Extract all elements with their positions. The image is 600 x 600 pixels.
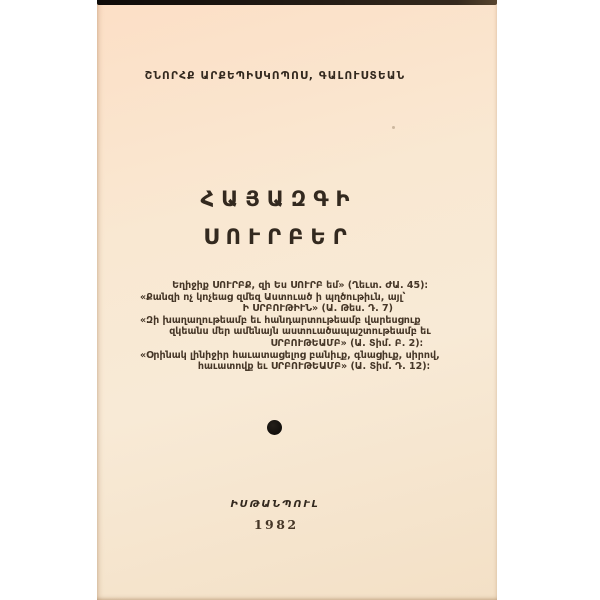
publication-year: 1982	[253, 517, 299, 532]
quote-line: «Քանզի ոչ կոչեաց զմեզ Աստուած ի պղծութիւն, այլ՝	[140, 291, 406, 303]
quote-line: Ի ՍՐԲՈՒԹԻՒՆ» (Ա. Թես. Դ. 7)	[242, 303, 393, 315]
scripture-quote-block	[140, 280, 460, 373]
publisher-city: ԻՍԹԱՆՊՈՒԼ	[230, 499, 320, 510]
book-title	[97, 180, 453, 256]
book-title-page	[97, 0, 497, 600]
punch-hole-dot	[267, 420, 282, 435]
quote-line: զկեանս մեր ամենայն աստուածապաշտութեամբ եւ	[169, 326, 431, 338]
scan-speckle	[392, 126, 395, 129]
quote-line: Եղիջիք ՍՈՒՐԲՔ, զի Ես ՍՈՒՐԲ եմ» (Ղեւտ. ԺԱ. 45)։	[172, 280, 428, 291]
author-line: ՇՆՈՐՀՔ ԱՐՔԵՊԻՍԿՈՊՈՍ, ԳԱԼՈՒՍՏԵԱՆ	[144, 70, 406, 82]
quote-line: հաւատովք եւ ՍՐԲՈՒԹԵԱՄԲ» (Ա. Տիմ. Դ. 12)։	[197, 361, 430, 373]
quote-line: ՍՐԲՈՒԹԵԱՄԲ» (Ա. Տիմ. Բ. 2)։	[270, 337, 423, 349]
quote-line: «Զի խաղաղութեամբ եւ հանդարտութեամբ վարեսցուք	[140, 314, 421, 326]
title-line-2: ՍՈՒՐԲԵՐ	[203, 225, 354, 249]
title-line-1: ՀԱՅԱԶԳԻ	[200, 187, 357, 211]
quote-line: «Օրինակ լինիջիր հաւատացելոց բանիւք, գնացիւք, սիրով,	[140, 349, 440, 361]
